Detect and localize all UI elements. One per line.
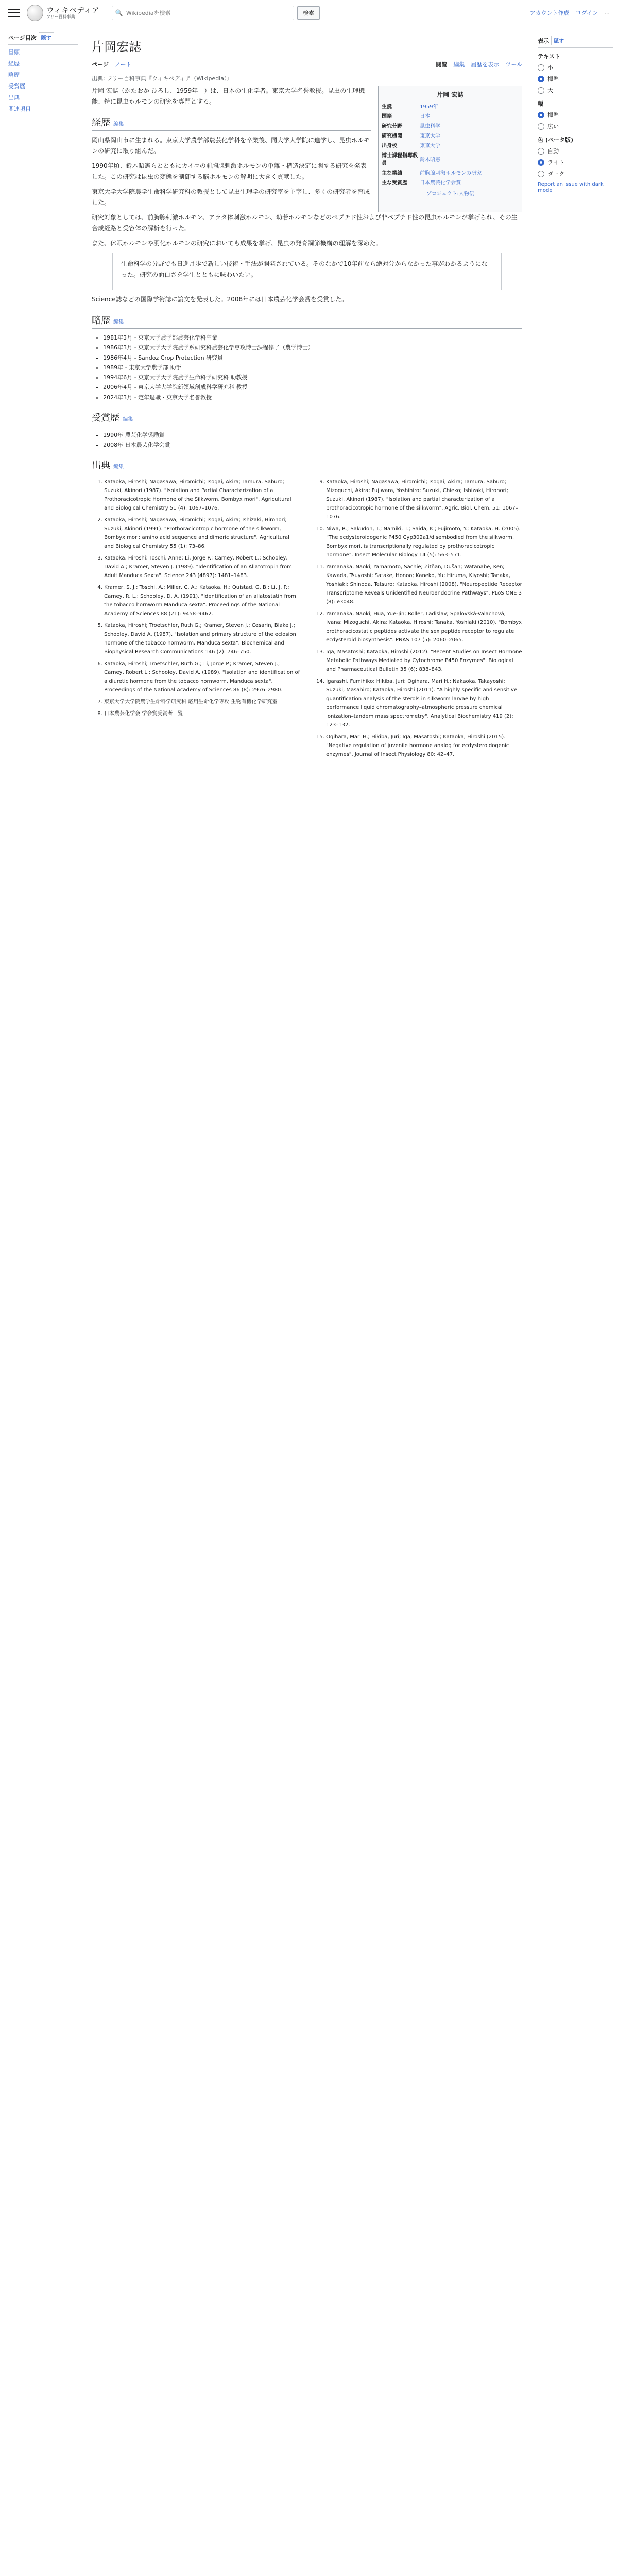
option-label: 小 [547,64,554,71]
paragraph: Science誌などの国際学術誌に論文を発表した。2008年には日本農芸化学会賞を受賞した。 [92,296,348,303]
edit-section-link[interactable]: 編集 [113,464,124,470]
more-menu-icon[interactable]: ⋯ [604,9,610,16]
reference-item[interactable]: 2. Kataoka, Hiroshi; Nagasawa, Hiromichi; Isogai, Akira; Ishizaki, Hironori; Suzuki, Akinori (1991). "Prothoracicotropic hormone of the silkworm, Bombyx mori: amino acid sequence and dimeric structure". Agricultural and Biological Chemistry 55 (1): 73–86. [104,516,300,551]
lead-paragraph: 片岡 宏誌（かたおか ひろし、1959年 - ）は、日本の生化学者。東京大学名誉教授。昆虫の生理機能、特に昆虫ホルモンの研究を専門とする。 [92,87,365,105]
paragraph: 東京大学大学院農学生命科学研究科の教授として昆虫生理学の研究室を主宰し、多くの研究者を育成した。 [92,188,370,206]
infobox-title: 片岡 宏誌 [437,91,464,98]
reference-item[interactable]: 10. Niwa, R.; Sakudoh, T.; Namiki, T.; Saida, K.; Fujimoto, Y.; Kataoka, H. (2005). "The ecdysteroidogenic P450 Cyp302a1/disembodied from the silkworm, Bombyx mori, is transcriptionally regulated by prothoracicotropic hormone". Insect Molecular Biology 14 (5): 563–571. [326,524,522,560]
edit-section-link[interactable]: 編集 [123,416,133,422]
text-size-label: テキスト [538,53,560,60]
appearance-title: 表示 [538,38,550,44]
search-icon: 🔍 [115,9,123,16]
option-label: 標準 [547,76,559,82]
paragraph: また、休眠ホルモンや羽化ホルモンの研究においても成果を挙げ、昆虫の発育調節機構の理解を深めた。 [92,240,382,247]
appearance-sidebar [533,26,618,759]
reference-item[interactable]: 7. 東京大学大学院農学生命科学研究科 応用生命化学専攻 生物有機化学研究室 [104,698,300,706]
toc-item[interactable]: 冒頭 [8,49,20,56]
globe-icon [27,5,43,21]
infobox-key: 出身校 [382,143,398,149]
section-heading-history: 略歴 [92,315,111,326]
edit-section-link[interactable]: 編集 [113,122,124,127]
infobox-key: 主な受賞歴 [382,180,408,186]
toc-item[interactable]: 関連項目 [8,106,31,112]
article-content [87,26,533,759]
tab-edit[interactable]: 編集 [453,61,465,68]
list-item: • 1986年4月 - Sandoz Crop Protection 研究員 [103,353,522,363]
option-label: ダーク [547,171,565,177]
edit-section-link[interactable]: 編集 [113,319,124,325]
infobox-value[interactable]: 昆虫科学 [420,124,441,129]
history-list [92,333,522,402]
toc-item[interactable]: 受賞歴 [8,83,25,90]
toc-item[interactable]: 出典 [8,94,20,101]
reference-item[interactable]: 13. Iga, Masatoshi; Kataoka, Hiroshi (2012). "Recent Studies on Insect Hormone Metabolic Pathways Mediated by Cytochrome P450 Enzymes". Biological and Pharmaceutical Bulletin 35 (6): 838–843. [326,648,522,674]
infobox-key: 研究分野 [382,124,403,129]
list-item: • 2008年 日本農芸化学会賞 [103,440,522,450]
tab-talk[interactable]: ノート [114,61,132,68]
reference-item[interactable]: 12. Yamanaka, Naoki; Hua, Yue-Jin; Roller, Ladislav; Spalovská-Valachová, Ivana; Mizoguchi, Akira; Kataoka, Hiroshi; Tanaka, Yoshiaki (2010). "Bombyx prothoracicostatic peptides activate the sex peptide receptor to regulate ecdysteroid biosynthesis". PNAS 107 (5): 2060–2065. [326,609,522,645]
radio-button[interactable] [538,123,544,130]
site-logo[interactable] [27,5,99,21]
infobox-key: 研究機関 [382,133,403,139]
from-line: 出典: フリー百科事典『ウィキペディア（Wikipedia）』 [92,75,233,82]
logo-title: ウィキペディア [46,6,99,15]
reference-item[interactable]: 4. Kramer, S. J.; Toschi, A.; Miller, C. A.; Kataoka, H.; Quistad, G. B.; Li, J. P.; Carney, R. L.; Schooley, D. A. (1991). "Identification of an allatostatin from the tobacco hornworm Manduca sexta". Proceedings of the National Academy of Sciences 88 (21): 9458–9462. [104,583,300,618]
list-item: • 1981年3月 - 東京大学農学部農芸化学科卒業 [103,333,522,343]
toc-sidebar [0,26,87,759]
report-dark-mode-link[interactable]: Report an issue with dark mode [538,182,604,193]
paragraph: 研究対象としては、前胸腺刺激ホルモン、アラタ体刺激ホルモン、幼若ホルモンなどのペプチド性および非ペプチド性の昆虫ホルモンが挙げられ、その生合成経路と受容体の解析を行った。 [92,214,518,232]
reference-item[interactable]: 8. 日本農芸化学会 学会賞受賞者一覧 [104,709,300,718]
quote-box [112,253,502,290]
infobox-key: 主な業績 [382,171,403,176]
width-label: 幅 [538,100,544,107]
list-item: • 1989年 - 東京大学農学部 助手 [103,363,522,372]
infobox-key: 博士課程指導教員 [382,153,418,166]
search-input[interactable] [125,9,290,17]
option-label: 大 [547,87,554,94]
awards-list [92,430,522,450]
search-box [112,6,294,20]
reference-item[interactable]: 5. Kataoka, Hiroshi; Troetschler, Ruth G.; Kramer, Steven J.; Cesarin, Blake J.; Schooley, David A. (1987). "Isolation and primary structure of the eclosion hormone of the tobacco hornworm, Manduca sexta". Biochemical and Biophysical Research Communications 146 (2): 746–750. [104,621,300,656]
color-label: 色 (ベータ版) [538,137,574,143]
infobox-project-link[interactable]: プロジェクト:人物伝 [426,191,474,197]
paragraph: 岡山県岡山市に生まれる。東京大学農学部農芸化学科を卒業後、同大学大学院に進学し、昆虫ホルモンの研究に取り組んだ。 [92,137,370,155]
radio-button[interactable] [538,159,544,166]
infobox-value[interactable]: 東京大学 [420,133,441,139]
radio-button[interactable] [538,148,544,155]
reference-item[interactable]: 1. Kataoka, Hiroshi; Nagasawa, Hiromichi; Isogai, Akira; Tamura, Saburo; Suzuki, Akinori (1987). "Isolation and Partial Characterization of a Prothoracicotropic Hormone of the Silkworm, Bombyx mori". Agricultural and Biological Chemistry 51 (4): 1067–1076. [104,478,300,513]
quote-text: 生命科学の分野でも日進月歩で新しい技術・手法が開発されている。そのなかで10年前なら絶対分からなかった事がわかるようになった。研究の面白さを学生とともに味わいたい。 [121,260,488,278]
reference-item[interactable]: 6. Kataoka, Hiroshi; Troetschler, Ruth G.; Li, Jorge P.; Kramer, Steven J.; Carney, Robert L.; Schooley, David A. (1989). "Isolation and identification of a diuretic hormone from the tobacco hornworm, Manduca sexta". Proceedings of the National Academy of Sciences 86 (8): 2976–2980. [104,659,300,694]
infobox-value[interactable]: 東京大学 [420,143,441,149]
page-title: 片岡宏誌 [92,37,522,57]
section-heading-references: 出典 [92,460,111,471]
reference-item[interactable]: 14. Igarashi, Fumihiko; Hikiba, Juri; Ogihara, Mari H.; Nakaoka, Takayoshi; Suzuki, Masahiro; Kataoka, Hiroshi (2011). "A highly specific and sensitive quantification analysis of the sterols in silkworm larvae by high performance liquid chromatography–atmospheric pressure chemical ionization–tandem mass spectrometry". Analytical Biochemistry 419 (2): 123–132. [326,677,522,730]
radio-button[interactable] [538,87,544,94]
reference-item[interactable]: 3. Kataoka, Hiroshi; Toschi, Anne; Li, Jorge P.; Carney, Robert L.; Schooley, David A.; Kramer, Steven J. (1989). "Identification of an Allatotropin from Adult Manduca Sexta". Science 243 (4897): 1481–1483. [104,554,300,580]
infobox-value[interactable]: 1959年 [420,104,438,110]
login-link[interactable]: ログイン [575,10,598,16]
tab-tools[interactable]: ツール [505,61,523,68]
toc-title: ページ目次 [8,35,37,41]
list-item: • 1990年 農芸化学奨励賞 [103,430,522,440]
references-list [92,478,522,759]
site-header [0,0,618,26]
logo-subtitle: フリー百科事典 [46,14,75,19]
radio-button[interactable] [538,112,544,118]
search-button[interactable]: 検索 [297,6,320,20]
infobox-value[interactable]: 鈴木昭憲 [420,157,441,163]
option-label: 標準 [547,112,559,118]
toc-item[interactable]: 略歴 [8,72,20,78]
list-item: • 1994年6月 - 東京大学大学院農学生命科学研究科 助教授 [103,372,522,382]
tab-read[interactable]: 閲覧 [436,61,448,68]
infobox-value[interactable]: 前胸腺刺激ホルモンの研究 [420,171,482,176]
reference-item[interactable]: 15. Ogihara, Mari H.; Hikiba, Juri; Iga, Masatoshi; Kataoka, Hiroshi (2015). "Negative regulation of juvenile hormone analog for ecdysteroidogenic enzymes". Journal of Insect Physiology 80: 42–47. [326,733,522,759]
list-item: • 1986年3月 - 東京大学大学院農学系研究科農芸化学専攻博士課程修了（農学博士） [103,343,522,352]
infobox [378,86,522,212]
option-label: ライト [547,159,564,166]
section-heading-awards: 受賞歴 [92,412,120,423]
option-label: 自動 [547,148,559,155]
section-heading-career: 経歴 [92,117,111,128]
list-item: • 2006年4月 - 東京大学大学院新領域創成科学研究科 教授 [103,382,522,392]
option-label: 広い [547,123,559,130]
appearance-hide-button[interactable]: 隠す [551,36,566,45]
create-account-link[interactable]: アカウント作成 [529,10,570,16]
infobox-key: 国籍 [382,114,392,120]
toc-item[interactable]: 経歴 [8,60,20,67]
list-item: • 2024年3月 - 定年退職・東京大学名誉教授 [103,393,522,402]
infobox-key: 生誕 [382,104,392,110]
page-tabs [92,60,522,71]
tab-page[interactable]: ページ [92,61,109,68]
infobox-value[interactable]: 日本農芸化学会賞 [420,180,461,186]
radio-button[interactable] [538,64,544,71]
paragraph: 1990年頃、鈴木昭憲らとともにカイコの前胸腺刺激ホルモンの単離・構造決定に関する研究を発表した。この研究は昆虫の変態を制御する脳ホルモンの解明に大きく貢献した。 [92,162,367,180]
radio-button[interactable] [538,76,544,82]
tab-history[interactable]: 履歴を表示 [471,61,500,68]
infobox-value[interactable]: 日本 [420,114,431,120]
reference-item[interactable]: 11. Yamanaka, Naoki; Yamamoto, Sachie; Žitňan, Dušan; Watanabe, Ken; Kawada, Tsuyoshi; Satake, Honoo; Kaneko, Yu; Hiruma, Kiyoshi; Tanaka, Yoshiaki; Shinoda, Tetsuro; Kataoka, Hiroshi (2008). "Neuropeptide Receptor Transcriptome Reveals Unidentified Neuroendocrine Pathways". PLoS ONE 3 (8): e3048. [326,563,522,606]
toc-hide-button[interactable]: 隠す [39,32,54,42]
reference-item[interactable]: 9. Kataoka, Hiroshi; Nagasawa, Hiromichi; Isogai, Akira; Tamura, Saburo; Mizoguchi, Akira; Fujiwara, Yoshihiro; Suzuki, Chieko; Ishizaki, Hironori; Suzuki, Akinori (1987). "Isolation and partial characterization of a prothoracicotropic hormone of the silkworm". Agric. Biol. Chem. 51: 1067–1076. [326,478,522,521]
main-menu-button[interactable] [8,9,20,17]
radio-button[interactable] [538,171,544,177]
